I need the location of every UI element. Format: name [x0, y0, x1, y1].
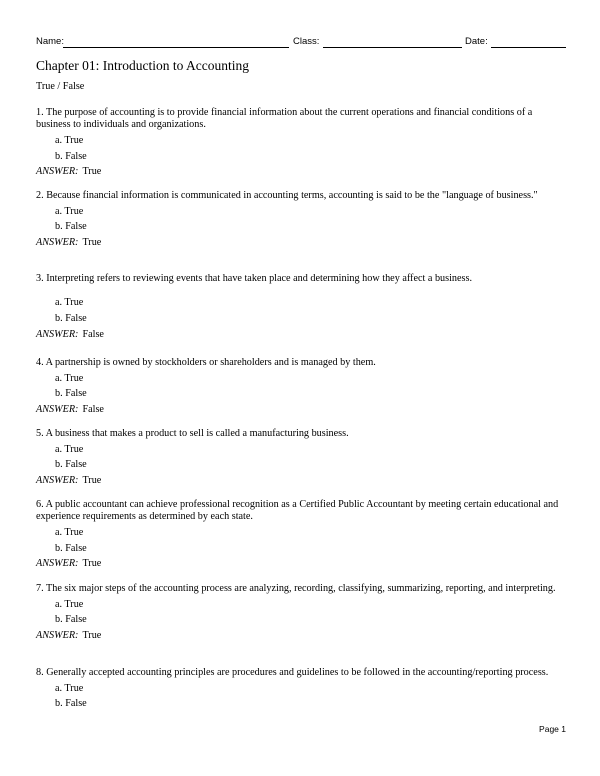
option-true[interactable]: a. True	[55, 297, 84, 309]
answer-label: ANSWER:	[36, 236, 79, 248]
question-text: 1. The purpose of accounting is to provide financial information about the current operations and financial conditions of a business to individuals and organizations.	[36, 107, 533, 131]
question-text: 2. Because financial information is communicated in accounting terms, accounting is said to be the "language of business."	[36, 190, 538, 201]
option-true[interactable]: a. True	[55, 443, 84, 455]
date-blank-line	[491, 47, 566, 48]
option-true[interactable]: a. True	[55, 372, 84, 384]
option-false[interactable]: b. False	[55, 614, 87, 626]
answer-value: True	[82, 629, 102, 641]
answer-label: ANSWER:	[36, 474, 79, 486]
question-6	[36, 499, 568, 571]
option-true[interactable]: a. True	[55, 598, 84, 610]
chapter-title: Chapter 01: Introduction to Accounting	[36, 58, 249, 73]
page-number: Page 1	[539, 724, 566, 734]
answer-value: True	[82, 474, 102, 486]
answer-line	[36, 329, 568, 341]
answer-label: ANSWER:	[36, 328, 79, 340]
class-blank-line	[323, 47, 462, 48]
answer-line	[36, 475, 568, 487]
answer-line	[36, 166, 568, 178]
question-4	[36, 357, 568, 416]
question-text: 6. A public accountant can achieve professional recognition as a Certified Public Accountant by meeting certain educational and experience requirements as determined by each state.	[36, 499, 559, 523]
question-text: 5. A business that makes a product to sell is called a manufacturing business.	[36, 428, 349, 439]
question-text: 3. Interpreting refers to reviewing events that have taken place and determining how they affect a business.	[36, 273, 473, 284]
name-field[interactable]	[36, 34, 290, 50]
answer-value: True	[82, 166, 102, 178]
answer-value: True	[82, 236, 102, 248]
option-false[interactable]: b. False	[55, 221, 87, 233]
date-label: Date:	[465, 36, 488, 47]
answer-value: False	[82, 328, 104, 340]
option-false[interactable]: b. False	[55, 313, 87, 324]
question-2	[36, 190, 568, 249]
question-5	[36, 428, 568, 487]
answer-label: ANSWER:	[36, 166, 79, 178]
option-false[interactable]: b. False	[55, 388, 87, 400]
date-field[interactable]	[465, 34, 566, 50]
option-true[interactable]: a. True	[55, 205, 84, 217]
question-text: 8. Generally accepted accounting principles are procedures and guidelines to be followed in the accounting/reporting process.	[36, 667, 549, 678]
student-info-header	[36, 34, 566, 50]
option-false[interactable]: b. False	[55, 542, 87, 554]
option-false[interactable]: b. False	[55, 459, 87, 471]
class-field[interactable]	[293, 34, 462, 50]
option-false[interactable]: b. False	[55, 150, 87, 162]
option-false[interactable]: b. False	[55, 698, 87, 710]
answer-value: False	[82, 403, 104, 415]
option-true[interactable]: a. True	[55, 135, 84, 146]
question-7	[36, 583, 568, 642]
answer-label: ANSWER:	[36, 629, 79, 641]
question-8	[36, 667, 568, 711]
answer-line	[36, 237, 568, 249]
answer-line	[36, 404, 568, 416]
name-blank-line	[63, 47, 289, 48]
question-3	[36, 273, 568, 341]
section-heading: True / False	[36, 81, 85, 92]
question-text: 4. A partnership is owned by stockholders or shareholders and is managed by them.	[36, 357, 376, 368]
question-1	[36, 107, 568, 179]
answer-value: True	[82, 558, 102, 570]
name-label: Name:	[36, 36, 64, 47]
answer-label: ANSWER:	[36, 403, 79, 415]
option-true[interactable]: a. True	[55, 682, 84, 694]
answer-line	[36, 630, 568, 642]
answer-line	[36, 558, 568, 570]
answer-label: ANSWER:	[36, 558, 79, 570]
question-text: 7. The six major steps of the accounting process are analyzing, recording, classifying, summarizing, reporting, and interpreting.	[36, 583, 556, 594]
option-true[interactable]: a. True	[55, 527, 84, 538]
class-label: Class:	[293, 36, 320, 47]
